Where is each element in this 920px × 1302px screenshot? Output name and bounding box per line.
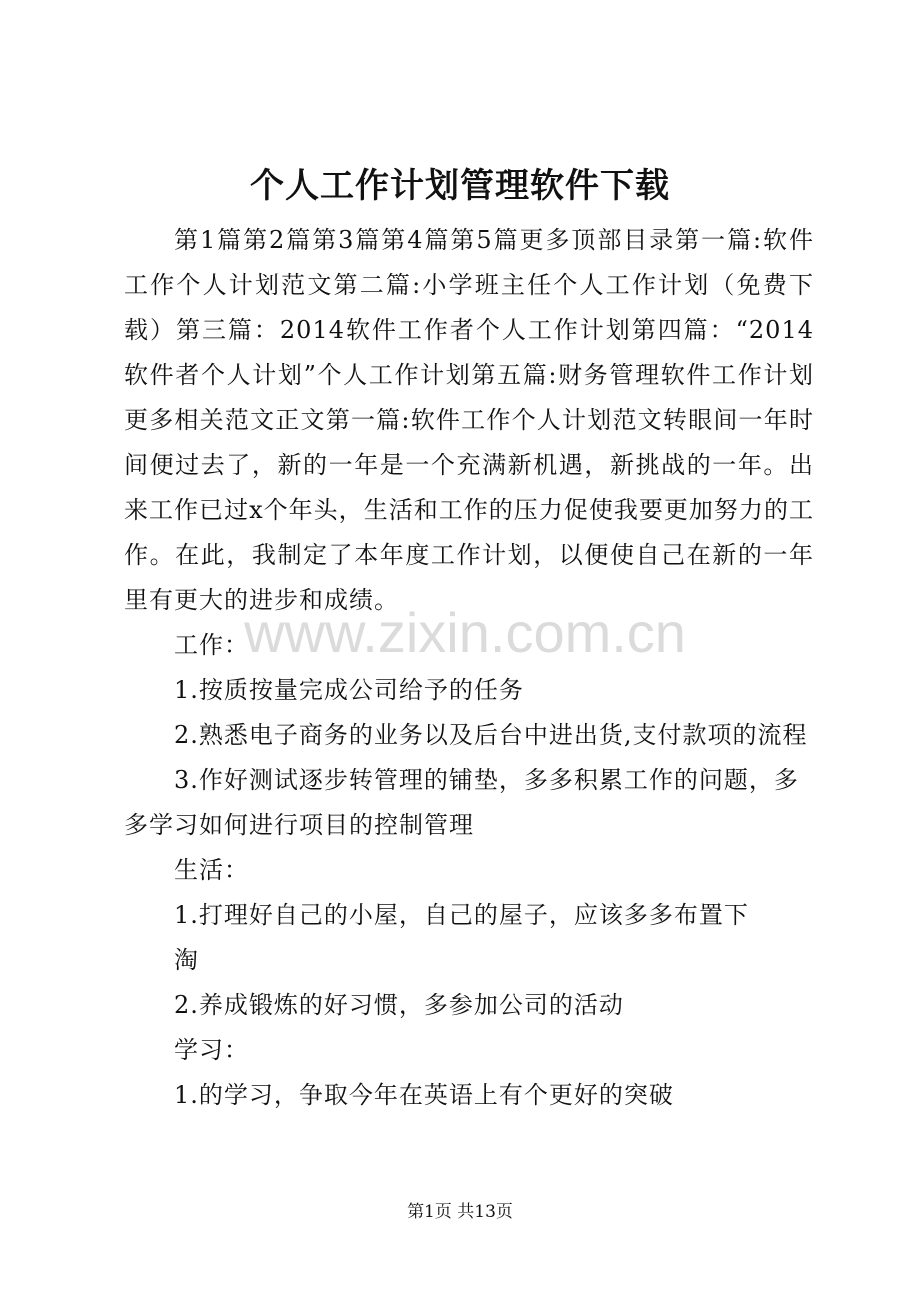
section-heading-life: 生活： <box>174 856 249 884</box>
document-title: 个人工作计划管理软件下载 <box>250 166 670 206</box>
document-body <box>124 218 814 1118</box>
study-item-1: 1.的学习，争取今年在英语上有个更好的突破 <box>174 1081 674 1109</box>
life-item-1: 1.打理好自己的小屋，自己的屋子，应该多多布置下 <box>174 901 749 929</box>
work-item-2: 2.熟悉电子商务的业务以及后台中进出货,支付款项的流程 <box>174 721 808 749</box>
work-item-1: 1.按质按量完成公司给予的任务 <box>174 676 524 704</box>
section-heading-study: 学习： <box>174 1036 249 1064</box>
watermark-text: www.zixin.com.cn <box>244 601 686 664</box>
work-item-3: 3.作好测试逐步转管理的铺垫，多多积累工作的问题，多多学习如何进行项目的控制管理 <box>124 766 799 839</box>
life-item-1-continued: 淘 <box>174 946 199 974</box>
page-footer: 第1页 共13页 <box>407 1202 513 1222</box>
life-item-2: 2.养成锻炼的好习惯，多参加公司的活动 <box>174 991 624 1019</box>
intro-paragraph: 第1篇第2篇第3篇第4篇第5篇更多顶部目录第一篇:软件工作个人计划范文第二篇:小学班主任个人工作计划（免费下载）第三篇：2014软件工作者个人工作计划第四篇：“2014软件者个人计划”个人工作计划第五篇:财务管理软件工作计划更多相关范文正文第一篇:软件工作个人计划范文转眼间一年时间便过去了，新的一年是一个充满新机遇，新挑战的一年。出来工作已过x个年头，生活和工作的压力促使我要更加努力的工作。在此，我制定了本年度工作计划，以便使自己在新的一年里有更大的进步和成绩。 <box>124 226 814 614</box>
section-heading-work: 工作： <box>174 631 249 659</box>
